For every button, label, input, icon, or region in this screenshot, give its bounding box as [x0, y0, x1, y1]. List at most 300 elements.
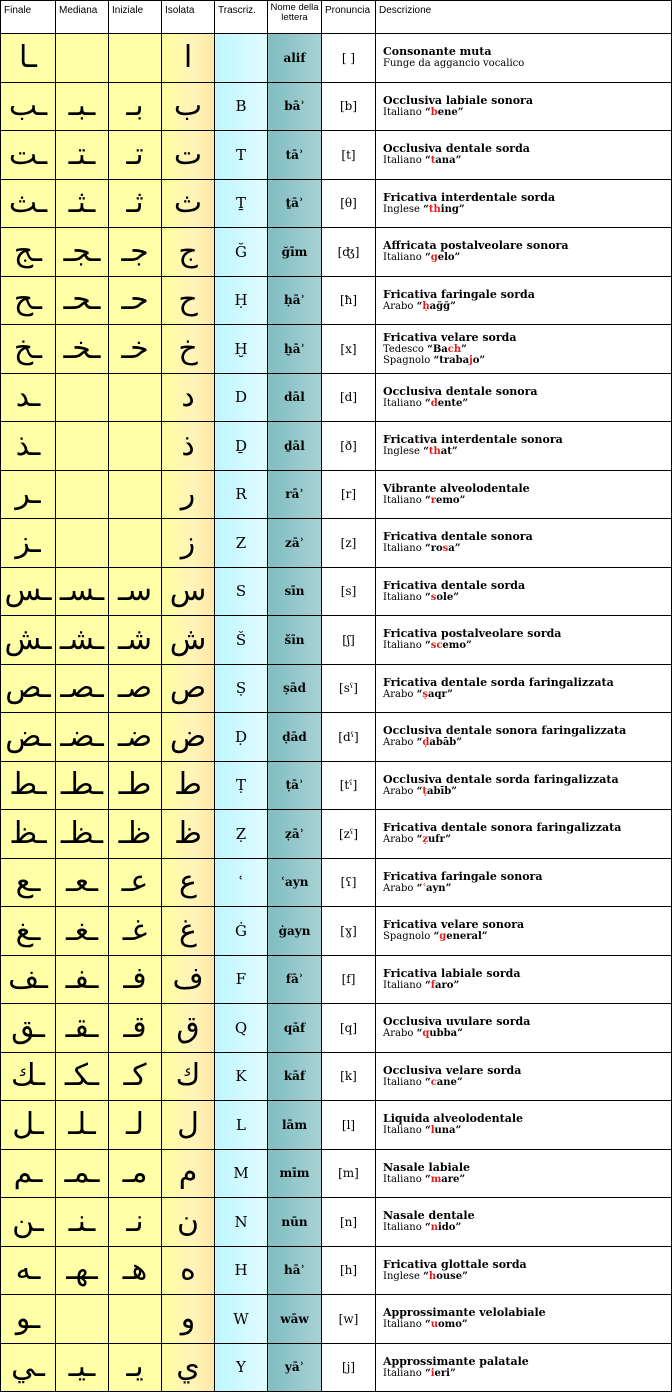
letter-isolata: ع — [162, 858, 215, 907]
open-quote: “ — [423, 1270, 429, 1282]
example-segment: n — [430, 1222, 438, 1234]
letter-descrizione — [376, 1004, 672, 1053]
letter-trascrizione: M — [215, 1149, 268, 1198]
description-title: Fricativa dentale sorda — [383, 578, 526, 592]
letter-nome: ʿayn — [268, 858, 322, 907]
letter-descrizione — [376, 1101, 672, 1150]
open-quote: “ — [416, 737, 423, 749]
letter-finale: ـر — [1, 470, 56, 519]
close-quote: ” — [451, 785, 457, 797]
open-quote: “ — [424, 155, 431, 167]
letter-descrizione — [376, 228, 672, 277]
table-row — [1, 1343, 672, 1392]
letter-iniziale: ظـ — [109, 810, 162, 859]
description-example — [383, 398, 671, 409]
letter-descrizione — [376, 1198, 672, 1247]
description-example — [383, 980, 671, 991]
example-segment: Arabo — [383, 882, 417, 894]
table-row — [1, 1149, 672, 1198]
example-segment: Inglese — [383, 1270, 424, 1282]
example-segment: Italiano — [383, 155, 425, 167]
letter-pronuncia: [z] — [322, 519, 376, 568]
example-segment: emo — [442, 640, 467, 652]
description-example — [383, 1319, 671, 1330]
letter-isolata: ه — [162, 1246, 215, 1295]
letter-pronuncia: [ʃ] — [322, 616, 376, 665]
letter-pronuncia: [f] — [322, 955, 376, 1004]
letter-trascrizione: W — [215, 1295, 268, 1344]
letter-trascrizione: Z — [215, 519, 268, 568]
letter-trascrizione: D — [215, 373, 268, 422]
open-quote: “ — [416, 300, 423, 312]
example-segment: Italiano — [383, 252, 425, 264]
letter-trascrizione: N — [215, 1198, 268, 1247]
example-segment: m — [430, 1173, 442, 1185]
letter-isolata: ب — [162, 82, 215, 131]
close-quote: ” — [481, 931, 488, 943]
letter-isolata: ظ — [162, 810, 215, 859]
example-segment: f — [430, 979, 436, 991]
close-quote: ” — [459, 1173, 466, 1185]
example-segment: Italiano — [383, 494, 425, 506]
example-segment: traba — [439, 354, 470, 366]
letter-mediana: ـبـ — [56, 82, 109, 131]
letter-iniziale: قـ — [109, 1004, 162, 1053]
example-segment: s — [442, 543, 449, 555]
letter-mediana — [56, 34, 109, 83]
example-segment: r — [430, 494, 436, 506]
table-row — [1, 567, 672, 616]
letter-trascrizione: Ğ — [215, 228, 268, 277]
example-segment: Tedesco — [383, 343, 428, 355]
letter-isolata: ض — [162, 713, 215, 762]
example-segment: Ba — [432, 343, 448, 355]
example-segment: at — [440, 446, 452, 458]
close-quote: ” — [453, 979, 460, 991]
letter-iniziale: جـ — [109, 228, 162, 277]
example-segment: ro — [430, 543, 443, 555]
example-segment: Arabo — [383, 300, 417, 312]
letter-mediana — [56, 470, 109, 519]
example-segment: Arabo — [383, 737, 417, 749]
letter-isolata: خ — [162, 325, 215, 374]
letter-mediana: ـتـ — [56, 131, 109, 180]
letter-trascrizione: T — [215, 131, 268, 180]
letter-trascrizione: Ṣ — [215, 664, 268, 713]
description-title: Fricativa labiale sorda — [383, 966, 521, 980]
letter-nome: ḏāl — [268, 422, 322, 471]
example-segment: th — [428, 446, 441, 458]
example-segment: Italiano — [383, 1173, 425, 1185]
letter-mediana: ـغـ — [56, 907, 109, 956]
description-title: Fricativa dentale sorda faringalizzata — [383, 675, 614, 689]
description-title: Occlusiva dentale sorda — [383, 142, 530, 156]
letter-iniziale: ضـ — [109, 713, 162, 762]
letter-iniziale — [109, 34, 162, 83]
letter-isolata: م — [162, 1149, 215, 1198]
letter-mediana: ـفـ — [56, 955, 109, 1004]
letter-trascrizione: Q — [215, 1004, 268, 1053]
letter-trascrizione: ʿ — [215, 858, 268, 907]
open-quote: “ — [424, 106, 431, 118]
example-segment: aro — [435, 979, 454, 991]
table-row — [1, 1295, 672, 1344]
example-segment: eneral — [446, 931, 482, 943]
col-header-iniziale: Iniziale — [109, 1, 162, 34]
example-segment: i — [430, 1367, 435, 1379]
letter-isolata: ط — [162, 761, 215, 810]
letter-isolata: ق — [162, 1004, 215, 1053]
close-quote: ” — [455, 155, 462, 167]
letter-nome: qāf — [268, 1004, 322, 1053]
letter-finale: ـق — [1, 1004, 56, 1053]
letter-nome: nūn — [268, 1198, 322, 1247]
description-example — [383, 1077, 671, 1088]
table-row — [1, 616, 672, 665]
close-quote: ” — [451, 446, 458, 458]
letter-pronuncia: [n] — [322, 1198, 376, 1247]
letter-descrizione — [376, 82, 672, 131]
letter-mediana: ـصـ — [56, 664, 109, 713]
close-quote: ” — [449, 1367, 456, 1379]
letter-descrizione — [376, 470, 672, 519]
example-segment: Arabo — [383, 785, 417, 797]
letter-descrizione — [376, 179, 672, 228]
description-example — [383, 58, 671, 69]
letter-pronuncia: [x] — [322, 325, 376, 374]
close-quote: ” — [445, 882, 452, 894]
open-quote: “ — [424, 494, 431, 506]
letter-descrizione — [376, 761, 672, 810]
letter-isolata: د — [162, 373, 215, 422]
letter-trascrizione: Š — [215, 616, 268, 665]
description-example — [383, 495, 671, 506]
example-segment: sc — [430, 640, 443, 652]
close-quote: ” — [461, 343, 467, 355]
open-quote: “ — [424, 252, 431, 264]
table-row — [1, 179, 672, 228]
letter-iniziale: بـ — [109, 82, 162, 131]
letter-trascrizione: B — [215, 82, 268, 131]
table-row — [1, 713, 672, 762]
letter-iniziale: كـ — [109, 1052, 162, 1101]
open-quote: “ — [424, 1222, 431, 1234]
description-example — [383, 543, 671, 554]
description-title: Consonante muta — [383, 45, 492, 59]
example-segment: ouse — [436, 1270, 463, 1282]
description-example — [383, 737, 671, 748]
example-segment: Italiano — [383, 1367, 425, 1379]
example-segment: Inglese — [383, 446, 424, 458]
letter-finale: ـث — [1, 179, 56, 228]
description-example — [383, 834, 671, 845]
letter-finale: ـح — [1, 276, 56, 325]
letter-descrizione — [376, 713, 672, 762]
letter-mediana: ـظـ — [56, 810, 109, 859]
letter-isolata: ي — [162, 1343, 215, 1392]
letter-finale: ـن — [1, 1198, 56, 1247]
letter-pronuncia: [m] — [322, 1149, 376, 1198]
letter-descrizione — [376, 1246, 672, 1295]
letter-descrizione — [376, 907, 672, 956]
letter-nome: ḫāʾ — [268, 325, 322, 374]
letter-finale: ـد — [1, 373, 56, 422]
letter-isolata: و — [162, 1295, 215, 1344]
letter-iniziale: يـ — [109, 1343, 162, 1392]
letter-finale: ـز — [1, 519, 56, 568]
letter-nome: bāʾ — [268, 82, 322, 131]
open-quote: “ — [424, 979, 431, 991]
letter-finale: ـت — [1, 131, 56, 180]
letter-trascrizione: Ḥ — [215, 276, 268, 325]
description-example — [383, 592, 671, 603]
letter-descrizione — [376, 373, 672, 422]
letter-pronuncia: [ɣ] — [322, 907, 376, 956]
letter-isolata: غ — [162, 907, 215, 956]
letter-finale: ـج — [1, 228, 56, 277]
letter-iniziale: ثـ — [109, 179, 162, 228]
letter-trascrizione: Ḏ — [215, 422, 268, 471]
letter-finale: ـل — [1, 1101, 56, 1150]
table-row — [1, 373, 672, 422]
open-quote: “ — [424, 591, 431, 603]
letter-nome: ġayn — [268, 907, 322, 956]
close-quote: ” — [459, 494, 466, 506]
letter-descrizione — [376, 276, 672, 325]
example-segment: Italiano — [383, 1076, 425, 1088]
close-quote: ” — [454, 543, 461, 555]
letter-iniziale: لـ — [109, 1101, 162, 1150]
example-segment: Italiano — [383, 979, 425, 991]
letter-finale: ـذ — [1, 422, 56, 471]
letter-trascrizione: F — [215, 955, 268, 1004]
letter-iniziale: هـ — [109, 1246, 162, 1295]
open-quote: “ — [424, 1076, 431, 1088]
open-quote: “ — [416, 688, 423, 700]
letter-nome: alif — [268, 34, 322, 83]
col-header-isolata: Isolata — [162, 1, 215, 34]
example-segment: ayn — [426, 882, 446, 894]
letter-isolata: ذ — [162, 422, 215, 471]
letter-isolata: ل — [162, 1101, 215, 1150]
example-segment: g — [439, 931, 447, 943]
description-title: Fricativa velare sorda — [383, 330, 517, 344]
letter-nome: hāʾ — [268, 1246, 322, 1295]
table-row — [1, 325, 672, 374]
letter-trascrizione: K — [215, 1052, 268, 1101]
col-header-finale: Finale — [1, 1, 56, 34]
description-title: Occlusiva velare sorda — [383, 1063, 522, 1077]
description-title: Fricativa faringale sorda — [383, 287, 535, 301]
description-example — [383, 1222, 671, 1233]
example-segment: Spagnolo — [383, 931, 434, 943]
letter-isolata: ح — [162, 276, 215, 325]
letter-iniziale: طـ — [109, 761, 162, 810]
example-segment: h — [428, 1270, 437, 1282]
description-title: Fricativa dentale sonora — [383, 530, 533, 544]
letter-pronuncia: [w] — [322, 1295, 376, 1344]
letter-trascrizione: Ẓ — [215, 810, 268, 859]
description-title: Occlusiva dentale sonora faringalizzata — [383, 724, 627, 738]
example-segment: Italiano — [383, 1319, 425, 1331]
col-header-pronuncia: Pronuncia — [322, 1, 376, 34]
letter-mediana: ـجـ — [56, 228, 109, 277]
letter-nome: dāl — [268, 373, 322, 422]
letter-mediana: ـضـ — [56, 713, 109, 762]
letter-iniziale: مـ — [109, 1149, 162, 1198]
example-segment: l — [430, 1125, 435, 1137]
letter-descrizione — [376, 810, 672, 859]
table-row — [1, 1246, 672, 1295]
col-header-trascrizione: Trascriz. — [215, 1, 268, 34]
letter-trascrizione: Ġ — [215, 907, 268, 956]
letter-iniziale: فـ — [109, 955, 162, 1004]
table-row — [1, 470, 672, 519]
letter-iniziale: خـ — [109, 325, 162, 374]
table-row — [1, 228, 672, 277]
description-title: Vibrante alveolodentale — [383, 481, 530, 495]
letter-trascrizione: Ṭ — [215, 761, 268, 810]
letter-mediana: ـمـ — [56, 1149, 109, 1198]
col-header-nome-lettera: Nome della lettera — [268, 1, 322, 34]
table-row — [1, 1004, 672, 1053]
example-segment: a — [448, 543, 455, 555]
letter-iniziale — [109, 519, 162, 568]
letter-nome: ḍād — [268, 713, 322, 762]
example-segment: u — [430, 1319, 438, 1331]
example-segment: q — [422, 1028, 430, 1040]
example-segment: Funge da aggancio vocalico — [383, 58, 525, 70]
letter-iniziale — [109, 1295, 162, 1344]
letter-mediana: ـهـ — [56, 1246, 109, 1295]
letter-descrizione — [376, 1295, 672, 1344]
description-example — [383, 1174, 671, 1185]
description-title: Liquida alveolodentale — [383, 1112, 524, 1126]
example-segment: Arabo — [383, 688, 417, 700]
table-row — [1, 858, 672, 907]
letter-pronuncia: [sˤ] — [322, 664, 376, 713]
letter-finale: ـي — [1, 1343, 56, 1392]
open-quote: “ — [416, 834, 423, 846]
letter-trascrizione: L — [215, 1101, 268, 1150]
description-example — [383, 786, 671, 797]
example-segment: Italiano — [383, 591, 425, 603]
letter-pronuncia: [b] — [322, 82, 376, 131]
open-quote: “ — [424, 543, 431, 555]
letter-trascrizione: R — [215, 470, 268, 519]
table-row — [1, 1198, 672, 1247]
example-segment: ẓ — [422, 834, 429, 846]
letter-iniziale — [109, 373, 162, 422]
close-quote: ” — [447, 688, 453, 700]
example-segment: o — [472, 354, 480, 366]
letter-descrizione — [376, 567, 672, 616]
example-segment: th — [428, 203, 441, 215]
example-segment: Italiano — [383, 106, 425, 118]
letter-descrizione — [376, 1052, 672, 1101]
letter-finale: ـش — [1, 616, 56, 665]
description-title: Approssimante velolabiale — [383, 1306, 546, 1320]
table-row — [1, 810, 672, 859]
close-quote: ” — [453, 591, 459, 603]
letter-iniziale — [109, 422, 162, 471]
table-row — [1, 1101, 672, 1150]
letter-finale: ـا — [1, 34, 56, 83]
example-segment: ene — [437, 106, 458, 118]
example-segment: emo — [435, 494, 460, 506]
example-segment: ḥ — [422, 300, 430, 312]
letter-finale: ـب — [1, 82, 56, 131]
open-quote: “ — [424, 1367, 431, 1379]
letter-finale: ـك — [1, 1052, 56, 1101]
description-title: Fricativa interdentale sorda — [383, 190, 556, 204]
example-segment: Italiano — [383, 640, 425, 652]
letter-descrizione — [376, 1149, 672, 1198]
letter-nome: fāʾ — [268, 955, 322, 1004]
letter-pronuncia: [tˤ] — [322, 761, 376, 810]
col-header-descrizione: Descrizione — [376, 1, 672, 34]
letter-trascrizione — [215, 34, 268, 83]
example-segment: d — [430, 397, 438, 409]
letter-finale: ـص — [1, 664, 56, 713]
example-segment: g — [430, 252, 438, 264]
example-segment: ane — [436, 1076, 457, 1088]
example-segment: b — [430, 106, 438, 118]
example-segment: una — [434, 1125, 456, 1137]
example-segment: ido — [437, 1222, 456, 1234]
letter-finale: ـظ — [1, 810, 56, 859]
example-segment: ḍ — [422, 737, 430, 749]
open-quote: “ — [416, 882, 423, 894]
letter-pronuncia: [t] — [322, 131, 376, 180]
example-segment: are — [441, 1173, 460, 1185]
description-example — [383, 204, 671, 215]
table-row — [1, 955, 672, 1004]
letter-isolata: ت — [162, 131, 215, 180]
letter-iniziale: شـ — [109, 616, 162, 665]
letter-trascrizione: H — [215, 1246, 268, 1295]
example-segment: ente — [437, 397, 463, 409]
open-quote: “ — [424, 1125, 431, 1137]
close-quote: ” — [455, 1222, 462, 1234]
letter-descrizione — [376, 1343, 672, 1392]
close-quote: ” — [462, 1270, 468, 1282]
letter-mediana: ـكـ — [56, 1052, 109, 1101]
example-segment: Arabo — [383, 834, 417, 846]
description-example — [383, 252, 671, 263]
table-row — [1, 131, 672, 180]
letter-finale: ـض — [1, 713, 56, 762]
letter-descrizione — [376, 131, 672, 180]
example-segment: Italiano — [383, 1125, 425, 1137]
description-example — [383, 344, 671, 355]
example-segment: abīb — [426, 785, 452, 797]
close-quote: ” — [462, 397, 469, 409]
letter-iniziale: تـ — [109, 131, 162, 180]
letter-mediana — [56, 373, 109, 422]
letter-isolata: ر — [162, 470, 215, 519]
letter-isolata: س — [162, 567, 215, 616]
letter-pronuncia: [q] — [322, 1004, 376, 1053]
example-segment: Spagnolo — [383, 354, 434, 366]
description-title: Fricativa dentale sonora faringalizzata — [383, 821, 622, 835]
description-example — [383, 640, 671, 651]
letter-mediana: ـعـ — [56, 858, 109, 907]
letter-isolata: ك — [162, 1052, 215, 1101]
description-example — [383, 107, 671, 118]
table-row — [1, 82, 672, 131]
table-row — [1, 519, 672, 568]
